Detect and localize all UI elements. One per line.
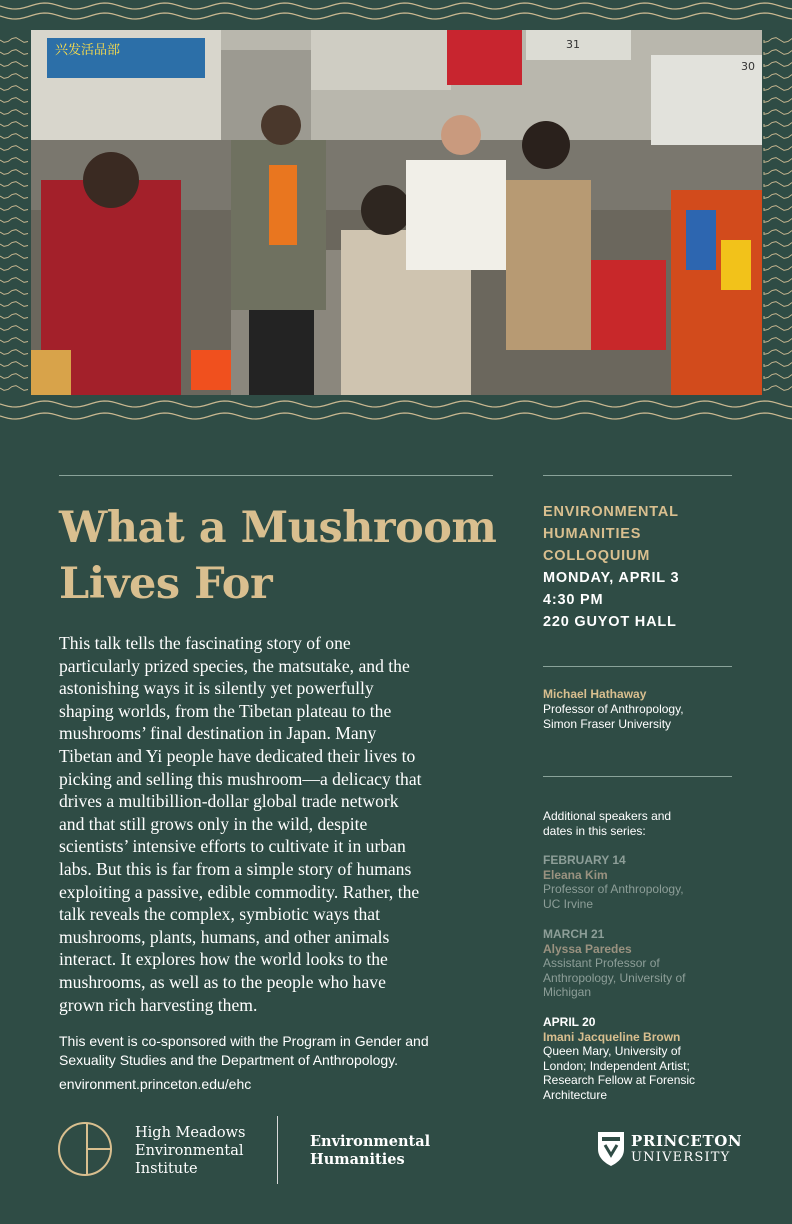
- description-line: exploiting a passive, edible commodity. Rather, the: [59, 881, 420, 902]
- wave-line: [764, 194, 792, 199]
- wave-line: [764, 98, 792, 103]
- series-event-apr: [543, 1015, 743, 1103]
- hmei-name-line: High Meadows: [135, 1125, 246, 1141]
- series-event-date: MARCH 21: [543, 927, 605, 941]
- wave-line: [0, 314, 28, 319]
- princeton-shield-icon: [597, 1131, 625, 1167]
- additional-speakers-heading: [543, 809, 743, 839]
- market-photo: [31, 30, 762, 395]
- description-line: grown rich harvesting them.: [59, 994, 258, 1015]
- series-event-detail: Queen Mary, University of: [543, 1044, 681, 1059]
- wave-line: [764, 110, 792, 115]
- description-line: mushrooms, plants, humans, and other animals: [59, 926, 390, 947]
- wave-line: [0, 146, 28, 151]
- wave-line: [764, 278, 792, 283]
- wave-line: [0, 374, 28, 379]
- wave-line: [0, 98, 28, 103]
- description-line: talk reveals the complex, symbiotic ways that: [59, 904, 381, 925]
- divider: [543, 666, 732, 667]
- divider: [59, 475, 493, 476]
- wave-line: [0, 413, 792, 419]
- wave-line: [764, 158, 792, 163]
- wave-line: [764, 74, 792, 79]
- wave-line: [764, 302, 792, 307]
- cosponsor-line: Sexuality Studies and the Department of Anthropology.: [59, 1052, 399, 1068]
- description-line: Tibetan and Yi people have dedicated their lives to: [59, 745, 416, 766]
- event-date: MONDAY, APRIL 3: [543, 570, 680, 586]
- event-time: 4:30 PM: [543, 592, 604, 608]
- talk-description: [59, 632, 489, 1016]
- wave-line: [764, 122, 792, 127]
- wave-line: [764, 242, 792, 247]
- description-line: astonishing ways it is silently yet powerfully: [59, 678, 374, 699]
- series-name: ENVIRONMENTAL: [543, 504, 679, 520]
- description-line: picking and selling this mushroom—a delicacy that: [59, 768, 422, 789]
- wave-line: [764, 350, 792, 355]
- wave-line: [764, 86, 792, 91]
- series-event-detail: Assistant Professor of: [543, 956, 660, 971]
- description-line: scientists’ intensive efforts to cultivate it in urban: [59, 836, 406, 857]
- wave-line: [0, 302, 28, 307]
- wave-line: [764, 266, 792, 271]
- princeton-logo: [597, 1131, 743, 1171]
- series-event-detail: London; Independent Artist;: [543, 1058, 690, 1073]
- hmei-name-line: Environmental: [135, 1143, 244, 1159]
- wave-line: [764, 290, 792, 295]
- series-event-detail: Professor of Anthropology,: [543, 882, 684, 897]
- wave-line: [0, 401, 792, 407]
- wave-line: [764, 326, 792, 331]
- description-line: and that still grows only in the wild, despite: [59, 813, 368, 834]
- series-event-name: Eleana Kim: [543, 867, 608, 882]
- wave-line: [0, 62, 28, 67]
- wave-line: [0, 86, 28, 91]
- wave-line: [0, 194, 28, 199]
- wave-line: [764, 206, 792, 211]
- series-event-date: APRIL 20: [543, 1015, 596, 1029]
- series-event-detail: Michigan: [543, 985, 592, 1000]
- wave-line: [764, 170, 792, 175]
- princeton-university: UNIVERSITY: [631, 1150, 731, 1165]
- series-event-date: FEBRUARY 14: [543, 853, 626, 867]
- series-name: COLLOQUIUM: [543, 548, 651, 564]
- eh-name-line: Humanities: [310, 1151, 405, 1168]
- title-line: What a Mushroom: [59, 503, 497, 553]
- series-event-name: Imani Jacqueline Brown: [543, 1029, 681, 1044]
- wave-line: [764, 218, 792, 223]
- wave-line: [0, 362, 28, 367]
- cosponsor-note: [59, 1032, 499, 1070]
- wave-line: [764, 134, 792, 139]
- wave-line: [0, 38, 28, 43]
- wave-line: [0, 50, 28, 55]
- event-info: [543, 501, 743, 633]
- description-line: This talk tells the fascinating story of one: [59, 633, 351, 653]
- wave-line: [764, 362, 792, 367]
- divider: [543, 776, 732, 777]
- series-event-detail: Architecture: [543, 1087, 608, 1102]
- wave-line: [0, 218, 28, 223]
- wave-line: [0, 110, 28, 115]
- series-event-detail: UC Irvine: [543, 896, 594, 911]
- hmei-logo-icon: [57, 1121, 113, 1177]
- wave-line: [0, 3, 792, 9]
- additional-line: dates in this series:: [543, 824, 646, 838]
- wave-line: [0, 386, 28, 391]
- environmental-humanities-logo: [310, 1133, 430, 1169]
- wave-line: [764, 314, 792, 319]
- description-line: mushrooms, as well as to the people who have: [59, 971, 386, 992]
- wave-line: [0, 230, 28, 235]
- wave-line: [0, 134, 28, 139]
- wave-line: [0, 206, 28, 211]
- series-event-detail: Anthropology, University of: [543, 970, 686, 985]
- shop-sign-text: 兴发活品部: [55, 43, 121, 58]
- additional-line: Additional speakers and: [543, 809, 672, 823]
- stall-number: 30: [741, 60, 755, 73]
- description-line: labs. But this is far from a simple story of humans: [59, 858, 412, 879]
- series-event-detail: Research Fellow at Forensic: [543, 1073, 696, 1088]
- wave-line: [764, 38, 792, 43]
- divider: [543, 475, 732, 476]
- wave-line: [0, 350, 28, 355]
- wave-line: [0, 254, 28, 259]
- page-title: [59, 500, 499, 612]
- event-location: 220 GUYOT HALL: [543, 614, 677, 630]
- speaker-affiliation: Simon Fraser University: [543, 717, 672, 731]
- website-link[interactable]: environment.princeton.edu/ehc: [59, 1076, 252, 1092]
- stall-number: 31: [566, 38, 580, 51]
- description-line: shaping worlds, from the Tibetan plateau to the: [59, 700, 392, 721]
- series-name: HUMANITIES: [543, 526, 642, 542]
- eh-name-line: Environmental: [310, 1133, 431, 1150]
- wave-line: [0, 266, 28, 271]
- logo-divider: [277, 1116, 278, 1184]
- wave-line: [0, 242, 28, 247]
- wave-line: [0, 170, 28, 175]
- speaker-title: Professor of Anthropology,: [543, 702, 684, 716]
- cosponsor-line: This event is co-sponsored with the Program in Gender and: [59, 1033, 429, 1049]
- wave-line: [0, 326, 28, 331]
- wave-line: [0, 182, 28, 187]
- wave-line: [764, 374, 792, 379]
- wave-line: [764, 386, 792, 391]
- wave-line: [0, 278, 28, 283]
- wave-line: [0, 122, 28, 127]
- wave-line: [764, 338, 792, 343]
- princeton-name: PRINCETON: [631, 1132, 743, 1150]
- series-event-feb: [543, 853, 743, 911]
- wave-line: [0, 290, 28, 295]
- series-event-name: Alyssa Paredes: [543, 941, 632, 956]
- series-event-mar: [543, 927, 743, 1000]
- description-line: interact. It explores how the world looks to the: [59, 949, 388, 970]
- wave-line: [0, 338, 28, 343]
- wave-line: [764, 230, 792, 235]
- hmei-name-line: Institute: [135, 1161, 198, 1177]
- speaker-info: [543, 687, 743, 732]
- description-line: particularly prized species, the matsutake, and the: [59, 655, 410, 676]
- wave-line: [0, 74, 28, 79]
- description-line: drives a multibillion-dollar global trade network: [59, 791, 399, 812]
- speaker-name: Michael Hathaway: [543, 687, 647, 701]
- hmei-name: [135, 1124, 245, 1178]
- wave-line: [0, 13, 792, 19]
- wave-line: [0, 158, 28, 163]
- wave-line: [764, 254, 792, 259]
- wave-line: [764, 182, 792, 187]
- wave-line: [764, 146, 792, 151]
- wave-line: [764, 62, 792, 67]
- title-line: Lives For: [59, 559, 273, 609]
- wave-line: [764, 50, 792, 55]
- description-line: mushrooms’ final destination in Japan. Many: [59, 723, 377, 744]
